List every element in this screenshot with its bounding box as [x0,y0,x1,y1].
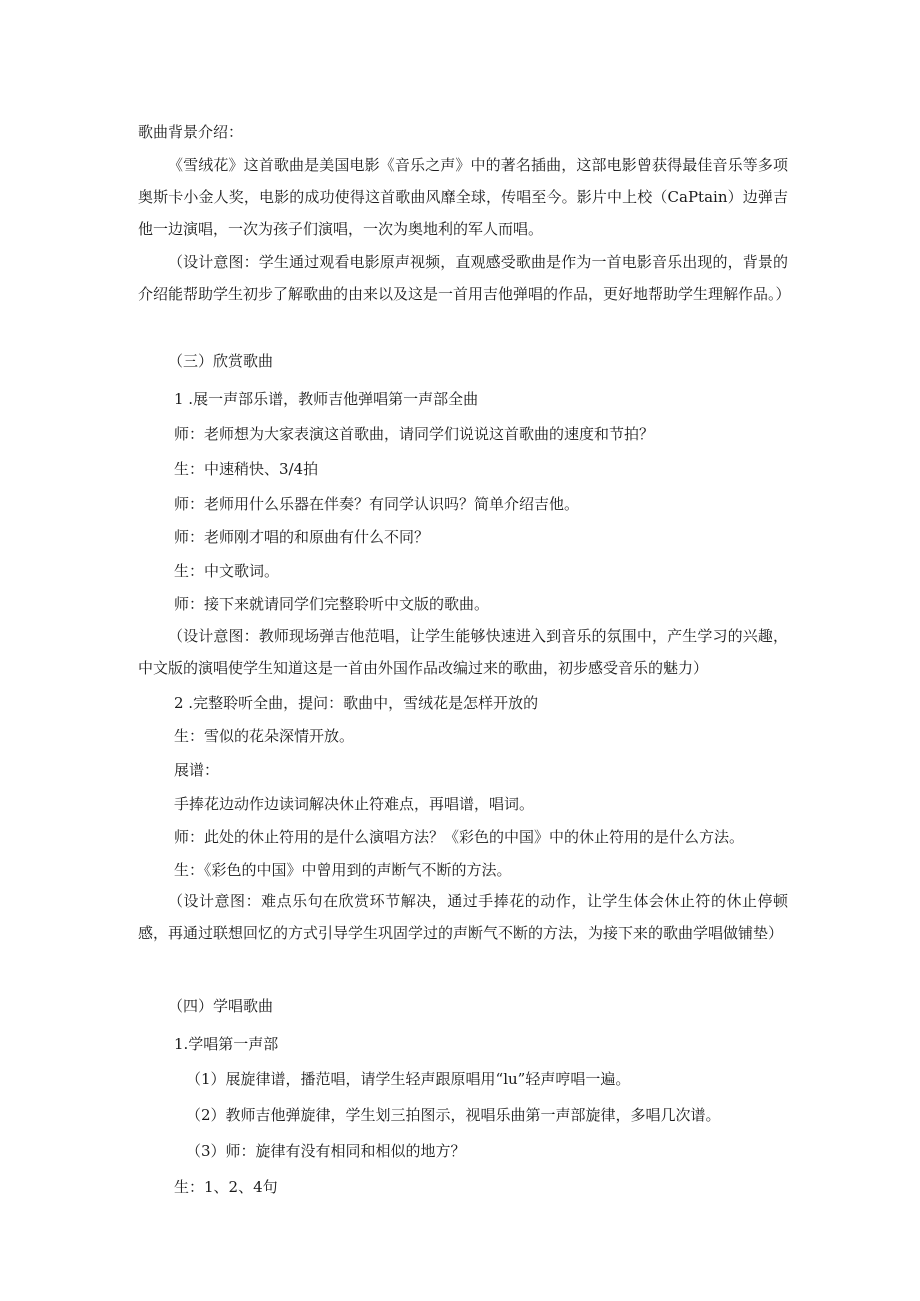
dialogue-teacher-2: 师：老师用什么乐器在伴奏？有同学认识吗？简单介绍吉他。 [174,495,580,513]
step-1-learn-part-one: 1.学唱第一声部 [174,1035,279,1053]
dialogue-teacher-4: 师：接下来就请同学们完整聆听中文版的歌曲。 [174,595,490,613]
substep-3: （3）师：旋律有没有相同和相似的地方？ [186,1142,466,1160]
dialogue-student-1: 生：中速稍快、3/4拍 [174,460,319,478]
dialogue-student-3: 生：雪似的花朵深情开放。 [174,727,355,745]
section-heading-appreciate: （三）欣赏歌曲 [168,352,274,370]
step-2-listen: 2 .完整聆听全曲，提问：歌曲中，雪绒花是怎样开放的 [174,694,539,712]
substep-1: （1）展旋律谱，播范唱，请学生轻声跟原唱用“lu”轻声哼唱一遍。 [186,1070,631,1088]
heading-background-intro: 歌曲背景介绍： [138,123,244,141]
substep-2: （2）教师吉他弹旋律，学生划三拍图示，视唱乐曲第一声部旋律，多唱几次谱。 [186,1106,721,1124]
dialogue-teacher-3: 师：老师刚才唱的和原曲有什么不同？ [174,528,430,546]
instruction-hand-flower: 手捧花边动作边读词解决休止符难点，再唱谱，唱词。 [174,795,535,813]
dialogue-student-4: 生：《彩色的中国》中曾用到的声断气不断的方法。 [174,861,512,879]
dialogue-student-5: 生：1、2、4句 [174,1178,278,1196]
paragraph-design-intent-2: （设计意图：教师现场弹吉他范唱，让学生能够快速进入到音乐的氛围中，产生学习的兴趣，中文版的演唱使学生知道这是一首由外国作品改编过来的歌曲，初步感受音乐的魅力） [138,627,788,677]
section-heading-learn-song: （四）学唱歌曲 [168,997,274,1015]
paragraph-song-background: 《雪绒花》这首歌曲是美国电影《音乐之声》中的著名插曲，这部电影曾获得最佳音乐等多项奥斯卡小金人奖，电影的成功使得这首歌曲风靡全球，传唱至今。影片中上校（CaPtain）边弹吉他一边演唱，一次为孩子们演唱，一次为奥地利的军人而唱。 [138,156,788,238]
dialogue-teacher-5: 师：此处的休止符用的是什么演唱方法？《彩色的中国》中的休止符用的是什么方法。 [174,828,745,846]
paragraph-design-intent-3: （设计意图：难点乐句在欣赏环节解决，通过手捧花的动作，让学生体会休止符的休止停顿感，再通过联想回忆的方式引导学生巩固学过的声断气不断的方法，为接下来的歌曲学唱做铺垫） [138,892,788,942]
dialogue-student-2: 生：中文歌词。 [174,562,280,580]
paragraph-design-intent-1: （设计意图：学生通过观看电影原声视频，直观感受歌曲是作为一首电影音乐出现的，背景的介绍能帮助学生初步了解歌曲的由来以及这是一首用吉他弹唱的作品，更好地帮助学生理解作品。） [138,253,791,303]
step-1-show-score: 1 .展一声部乐谱，教师吉他弹唱第一声部全曲 [174,390,479,408]
label-show-score: 展谱： [174,761,220,779]
dialogue-teacher-1: 师：老师想为大家表演这首歌曲，请同学们说说这首歌曲的速度和节拍？ [174,425,655,443]
